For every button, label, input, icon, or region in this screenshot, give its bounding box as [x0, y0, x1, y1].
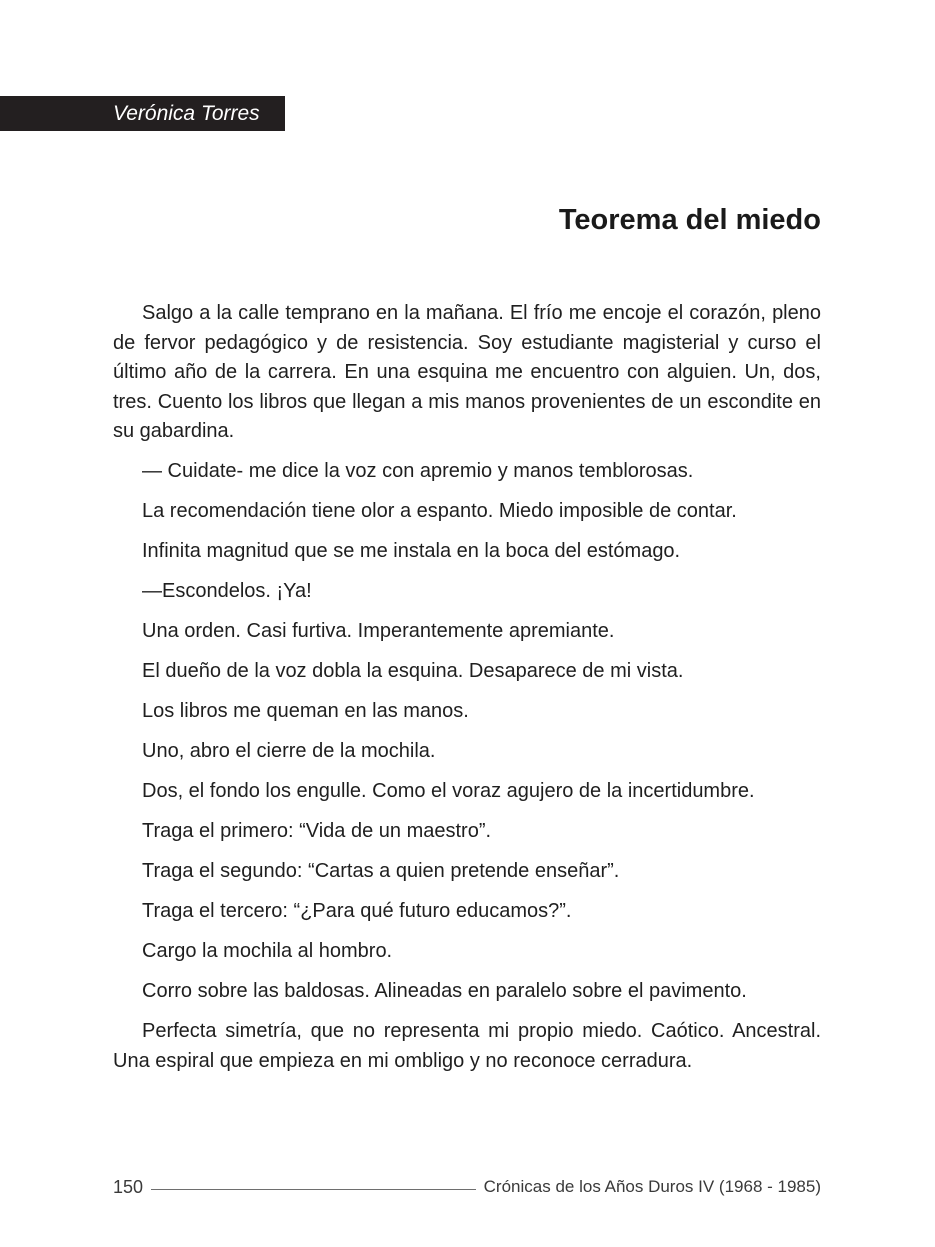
- paragraph-10: Dos, el fondo los engulle. Como el voraz agujero de la incertidumbre.: [142, 780, 755, 802]
- paragraph-14: Cargo la mochila al hombro.: [142, 940, 393, 962]
- paragraph-11: Traga el primero: “Vida de un maestro”.: [142, 820, 492, 842]
- paragraph-4: Infinita magnitud que se me instala en la boca del estómago.: [142, 540, 681, 562]
- paragraph-1: Salgo a la calle temprano en la mañana. El frío me encoje el corazón, pleno de fervor pedagógico y de resistencia. Soy estudiante magisterial y curso el último año de la carrera. En una esquina me encuentro con alguien. Un, dos, tres. Cuento los libros que llegan a mis manos provenientes de un escondite en su gabardina.: [113, 302, 821, 442]
- paragraph-16: Perfecta simetría, que no representa mi propio miedo. Caótico. Ancestral. Una espiral que empieza en mi ombligo y no reconoce cerradura.: [113, 1020, 821, 1072]
- paragraph-12: Traga el segundo: “Cartas a quien pretende enseñar”.: [142, 860, 620, 882]
- author-name: Verónica Torres: [113, 102, 260, 125]
- page-number: 150: [113, 1176, 144, 1197]
- paragraph-7: El dueño de la voz dobla la esquina. Desaparece de mi vista.: [142, 660, 684, 682]
- paragraph-3: La recomendación tiene olor a espanto. Miedo imposible de contar.: [142, 500, 737, 522]
- paragraph-6: Una orden. Casi furtiva. Imperantemente apremiante.: [142, 620, 615, 642]
- story-title: Teorema del miedo: [558, 204, 821, 236]
- story-body: [113, 299, 821, 1087]
- footer-divider: [151, 1189, 476, 1190]
- paragraph-13: Traga el tercero: “¿Para qué futuro educamos?”.: [142, 900, 572, 922]
- paragraph-15: Corro sobre las baldosas. Alineadas en paralelo sobre el pavimento.: [142, 980, 747, 1002]
- paragraph-5: —Escondelos. ¡Ya!: [142, 580, 312, 602]
- page-footer: [113, 1174, 821, 1200]
- paragraph-8: Los libros me queman en las manos.: [142, 700, 469, 722]
- author-header-band: [0, 96, 285, 131]
- paragraph-9: Uno, abro el cierre de la mochila.: [142, 740, 436, 762]
- book-title: Crónicas de los Años Duros IV (1968 - 1985): [483, 1177, 821, 1196]
- paragraph-2: — Cuidate- me dice la voz con apremio y manos temblorosas.: [142, 460, 694, 482]
